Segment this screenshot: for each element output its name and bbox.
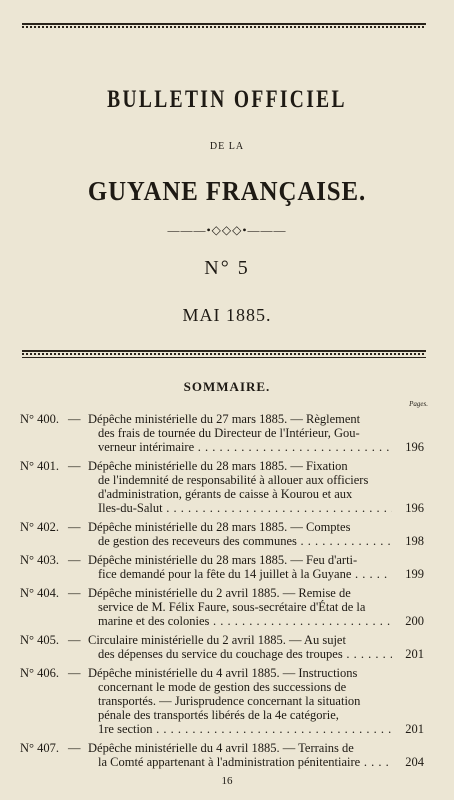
entry-line: Dépêche ministérielle du 28 mars 1885. — Feu d'arti- [88,553,358,567]
entry-line: fice demandé pour la fête du 14 juillet à la Guyane . . . [88,567,392,581]
entry-line: des frais de tournée du Directeur de l'Intérieur, Gou- [98,426,360,440]
entry-line: d'administration, gérants de caisse à Kourou et aux [98,487,353,501]
entry-line: Dépêche ministérielle du 28 mars 1885. — Fixation [88,459,348,473]
entry-page-number: 196 [405,440,424,454]
entry-line: Circulaire ministérielle du 2 avril 1885. — Au sujet [88,633,346,647]
entry-line: la Comté appartenant à l'administration pénitentiaire . . . [88,755,392,769]
top-rule [22,23,426,28]
entry-dash: — [68,586,81,600]
colony-title: GUYANE FRANÇAISE. [87,176,367,206]
entry-line: concernant le mode de gestion des successions de [98,680,347,694]
toc-entry [0,412,454,454]
entry-line: Dépêche ministérielle du 4 avril 1885. — Terrains de [88,741,354,755]
entry-line: Dépêche ministérielle du 28 mars 1885. — Comptes [88,520,351,534]
entry-page-number: 198 [405,534,424,548]
entry-number: N° 405. [20,633,60,647]
toc-entry [0,520,454,548]
entry-number: N° 404. [20,586,60,600]
entry-page-number: 200 [405,614,424,628]
entry-page-number: 196 [405,501,424,515]
entry-description [88,666,392,736]
entry-line: de l'indemnité de responsabilité à allouer aux officiers [98,473,369,487]
entry-number: N° 407. [20,741,60,755]
entry-line: pénale des transportés libérés de la 4e catégorie, [98,708,339,722]
entry-description [88,633,392,661]
entry-page-number: 199 [405,567,424,581]
sommaire-heading: SOMMAIRE. [183,379,271,394]
entry-description [88,412,392,454]
bulletin-title: BULLETIN OFFICIEL [107,86,347,113]
entry-line: Dépêche ministérielle du 27 mars 1885. — Règlement [88,412,361,426]
entry-page-number: 201 [405,722,424,736]
entry-number: N° 406. [20,666,60,680]
entry-line: Dépêche ministérielle du 4 avril 1885. — Instructions [88,666,358,680]
entry-dash: — [68,666,81,680]
entry-line: 1re section . . . [88,722,392,736]
entry-dash: — [68,412,81,426]
ornament-divider: ———•◇◇◇•——— [167,223,287,237]
toc-entry [0,633,454,661]
entry-description [88,586,392,628]
entry-line: Iles-du-Salut . . . [88,501,392,515]
entry-description [88,520,392,548]
entry-line: Dépêche ministérielle du 2 avril 1885. — Remise de [88,586,351,600]
toc-entry [0,459,454,515]
issue-number: N° 5 [204,257,250,279]
entry-page-number: 204 [405,755,424,769]
toc-entry [0,666,454,736]
entry-line: marine et des colonies . . . [88,614,392,628]
entry-line: verneur intérimaire . . . [88,440,392,454]
entry-line: service de M. Félix Faure, sous-secrétaire d'État de la [98,600,366,614]
entry-dash: — [68,633,81,647]
issue-date: MAI 1885. [182,305,272,325]
entry-number: N° 403. [20,553,60,567]
entry-number: N° 400. [20,412,60,426]
entry-description [88,741,392,769]
entry-line: des dépenses du service du couchage des troupes . . . [88,647,392,661]
pages-column-label: Pages. [409,400,428,408]
entry-description [88,459,392,515]
entry-number: N° 402. [20,520,60,534]
toc-entry [0,741,454,769]
page-folio: 16 [221,775,233,787]
entry-dash: — [68,459,81,473]
entry-number: N° 401. [20,459,60,473]
entry-dash: — [68,741,81,755]
toc-entry [0,586,454,628]
entry-line: transportés. — Jurisprudence concernant la situation [98,694,361,708]
middle-rule [22,350,426,358]
entry-line: de gestion des receveurs des communes . . . [88,534,392,548]
entry-page-number: 201 [405,647,424,661]
title-connector: DE LA [209,141,245,152]
entry-dash: — [68,553,81,567]
toc-entry [0,553,454,581]
table-of-contents [0,412,454,774]
entry-dash: — [68,520,81,534]
entry-description [88,553,392,581]
